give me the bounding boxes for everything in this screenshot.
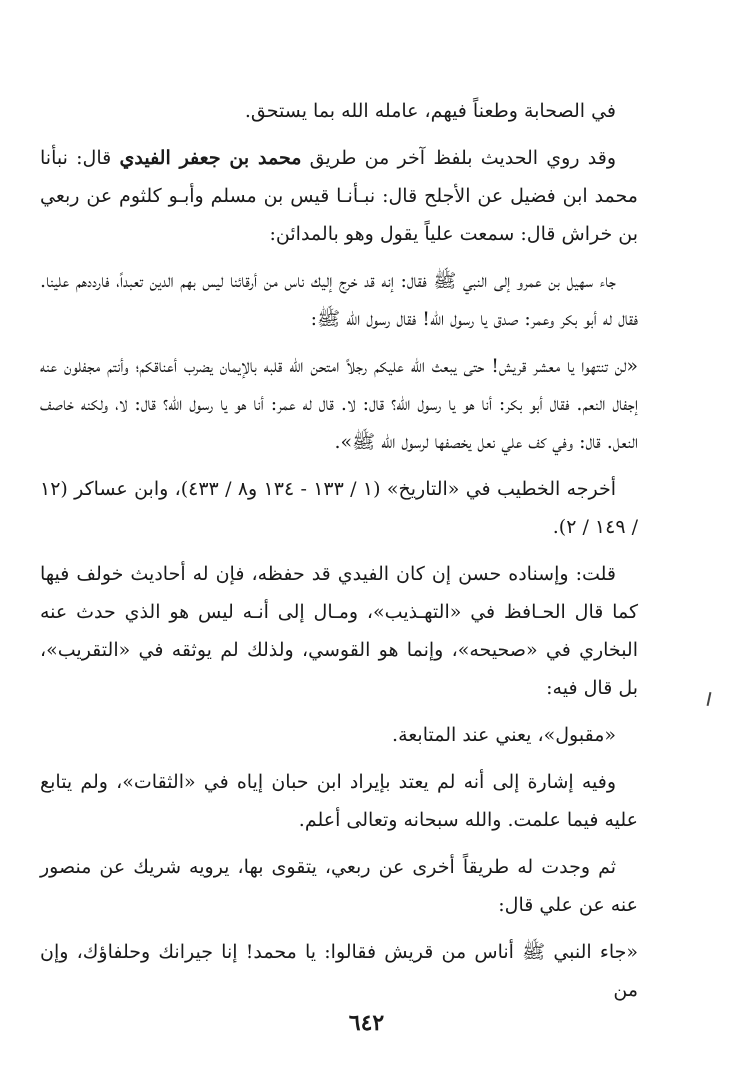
paragraph-text: جاء سهيل بن عمرو إلى النبي ﷺ فقال: إنه قد خرج إليك ناس من أرقائنا ليس بهم الدين تعبداً، فارددهم علينا. فقال له أبو بكر وعمر: صدق يا رسول الله! فقال رسول الله ﷺ: xyxy=(40,270,638,330)
paragraph-text: «جاء النبي ﷺ أناس من قريش فقالوا: يا محمد! إنا جيرانك وحلفاؤك، وإن من xyxy=(40,941,638,1001)
paragraph-other-route xyxy=(40,848,638,924)
margin-ink-mark xyxy=(707,692,712,706)
paragraph-ithqat xyxy=(40,763,638,839)
paragraph-text: قلت: وإسناده حسن إن كان الفيدي قد حفظه، فإن له أحاديث خولف فيها كما قال الحـافظ في «التهـذيب»، ومـال إلى أنـه ليس هو الذي حدث عنه البخاري في «صحيحه»، وإنما هو القوسي، ولذلك لم يوثقه في «التقريب»، بل قال فيه: xyxy=(40,563,638,699)
paragraph-note xyxy=(40,555,638,707)
hadith-quote xyxy=(40,347,638,461)
page-number: ٦٤٢ xyxy=(348,1010,385,1036)
paragraph-text: وقد روي الحديث بلفظ آخر من طريق xyxy=(301,147,617,169)
paragraph-1 xyxy=(40,92,638,130)
paragraph-3 xyxy=(40,262,638,338)
paragraph-source xyxy=(40,470,638,546)
paragraph-text: «لن تنتهوا يا معشر قريش! حتى يبعث الله عليكم رجلاً امتحن الله قلبه بالإيمان يضرب أعناقكم؛ وأنتم مجفلون عنه إجفال النعم. فقال أبو بكر: أنا هو يا رسول الله؟ قال: لا. قال له عمر: أنا هو يا رسول الله؟ قال: لا، ولكنه خاصف النعل. قال: وفي كف علي نعل يخصفها لرسول الله ﷺ». xyxy=(40,355,638,453)
hadith-quote-2 xyxy=(40,933,638,1009)
paragraph-2 xyxy=(40,139,638,253)
paragraph-text: في الصحابة وطعناً فيهم، عامله الله بما يستحق. xyxy=(244,100,616,122)
paragraph-text: «مقبول»، يعني عند المتابعة. xyxy=(392,724,616,746)
paragraph-text: أخرجه الخطيب في «التاريخ» (١ / ١٣٣ - ١٣٤ و٨ / ٤٣٣)، وابن عساكر (١٢ / ١٤٩ / ٢). xyxy=(40,478,638,538)
paragraph-text: قال: نبأنا محمد ابن فضيل عن الأجلح قال: نبـأنـا قيس بن مسلم وأبـو كلثوم عن ربعي بن خراش قال: سمعت علياً يقول وهو بالمدائن: xyxy=(40,147,638,245)
paragraph-text: ثم وجدت له طريقاً أخرى عن ربعي، يتقوى بها، يرويه شريك عن منصور عنه عن علي قال: xyxy=(40,856,638,916)
paragraph-maqbul xyxy=(40,716,638,754)
text-block xyxy=(40,92,638,1018)
paragraph-text: وفيه إشارة إلى أنه لم يعتد بإيراد ابن حبان إياه في «الثقات»، ولم يتابع عليه فيما علمت. والله سبحانه وتعالى أعلم. xyxy=(40,771,638,831)
narrator-name: محمد بن جعفر الفيدي xyxy=(119,147,302,169)
